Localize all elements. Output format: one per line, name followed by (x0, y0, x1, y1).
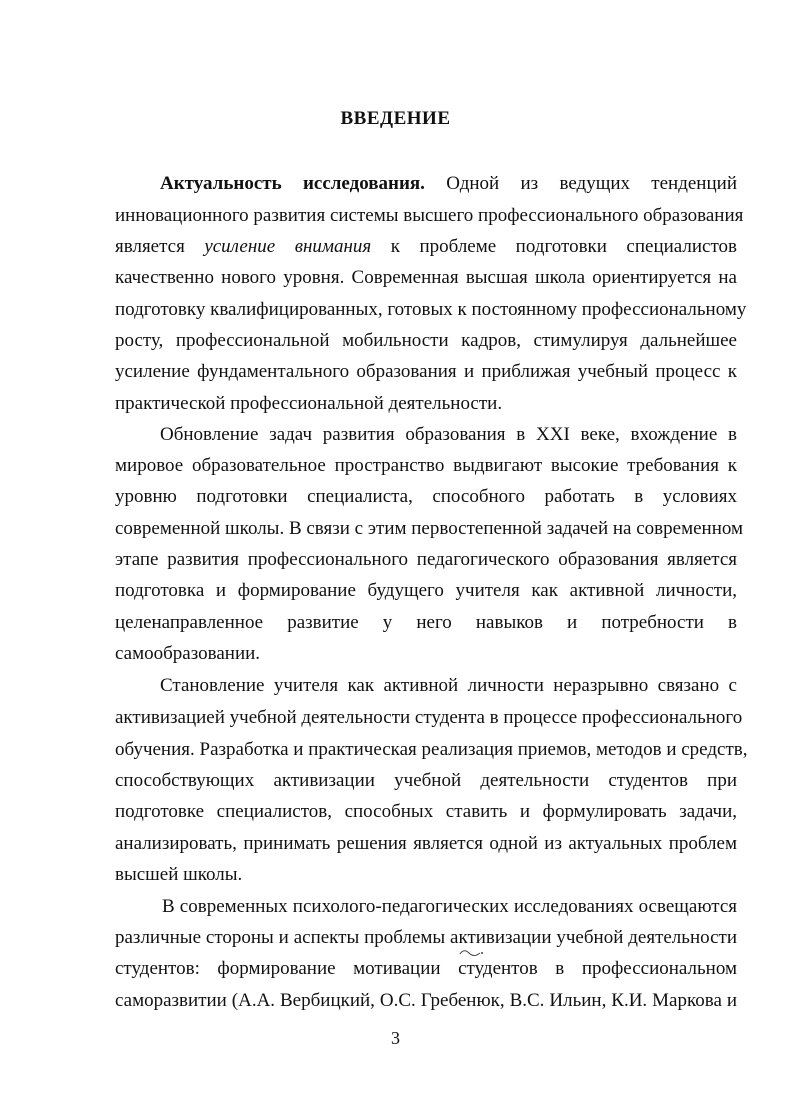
p4-line-4: саморазвитии (А.А. Вербицкий, О.С. Гребенюк, В.С. Ильин, К.И. Маркова и (115, 990, 737, 1011)
p1-line-4: качественно нового уровня. Современная высшая школа ориентируется на (115, 267, 737, 288)
p3-line-7: высшей школы. (115, 864, 243, 885)
p3-line-3: обучения. Разработка и практическая реализация приемов, методов и средств, (115, 739, 748, 760)
p2-line-6: подготовка и формирование будущего учителя как активной личности, (115, 580, 737, 601)
p4-line-3: студентов: формирование мотивации студентов в профессиональном (115, 958, 737, 979)
page-number: 3 (391, 1028, 400, 1048)
p4-line-1: В современных психолого-педагогических исследованиях освещаются (162, 896, 737, 917)
p1-line-3 (115, 231, 737, 263)
p3-line-5: подготовке специалистов, способных ставить и формулировать задачи, (115, 801, 737, 822)
p2-line-2: мировое образовательное пространство выдвигают высокие требования к (115, 455, 737, 476)
p2-line-4: современной школы. В связи с этим первостепенной задачей на современном (115, 518, 744, 539)
p1-line-5: подготовку квалифицированных, готовых к постоянному профессиональному (115, 299, 747, 320)
p1-line-2: инновационного развития системы высшего профессионального образования (115, 205, 744, 226)
handwritten-mark (458, 947, 486, 957)
p1-line-1 (160, 168, 737, 200)
p2-line-1: Обновление задач развития образования в XXI веке, вхождение в (160, 424, 737, 445)
p2-line-3: уровню подготовки специалиста, способного работать в условиях (115, 486, 737, 507)
p1-line-3-a: является (115, 236, 185, 257)
p1-line-6: росту, профессиональной мобильности кадров, стимулируя дальнейшее (115, 330, 737, 351)
p2-line-8: самообразовании. (115, 643, 261, 664)
p1-line-1-rest: Одной из ведущих тенденций (446, 173, 737, 194)
p3-line-6: анализировать, принимать решения является одной из актуальных проблем (115, 833, 737, 854)
p4-line-2: различные стороны и аспекты проблемы активизации учебной деятельности (115, 927, 737, 948)
p2-line-5: этапе развития профессионального педагогического образования является (115, 549, 737, 570)
p1-line-8: практической профессиональной деятельности. (115, 393, 503, 414)
p1-italic-phrase: усиление внимания (204, 236, 372, 257)
p3-line-4: способствующих активизации учебной деятельности студентов при (115, 770, 737, 791)
p1-line-7: усиление фундаментального образования и приближая учебный процесс к (115, 361, 737, 382)
page-title: ВВЕДЕНИЕ (340, 108, 451, 129)
p3-line-1: Становление учителя как активной личности неразрывно связано с (160, 675, 737, 696)
p1-line-3-b: к проблеме подготовки специалистов (390, 236, 737, 257)
p3-line-2: активизацией учебной деятельности студента в процессе профессионального (115, 707, 743, 728)
p2-line-7: целенаправленное развитие у него навыков и потребности в (115, 612, 737, 633)
p1-bold-lead: Актуальность исследования. (160, 173, 425, 194)
